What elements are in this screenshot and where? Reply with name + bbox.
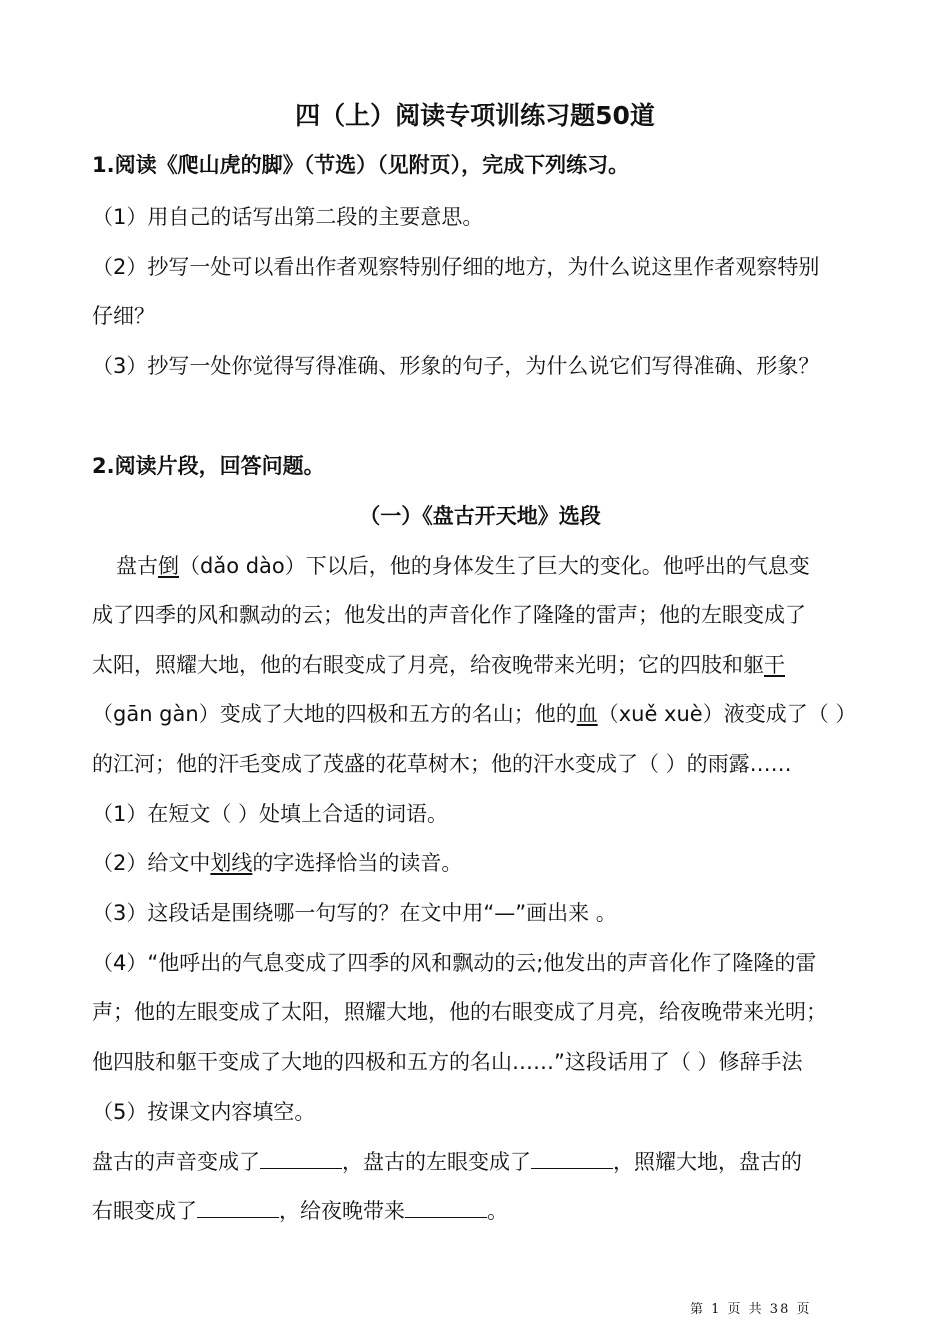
passage-subtitle: （一）《盘古开天地》选段 <box>359 504 601 528</box>
page-footer: 第 1 页 共 38 页 <box>690 1302 812 1317</box>
question-2-item-2 <box>92 849 862 877</box>
fill-text: ，给夜晚带来 <box>279 1199 405 1223</box>
item-text: 的字选择恰当的读音。 <box>252 851 463 875</box>
passage-line-4 <box>92 700 862 728</box>
passage-text: （dǎo dào）下以后，他的身体发生了巨大的变化。他呼出的气息变 <box>179 554 810 578</box>
question-2-item-1: （1）在短文（ ）处填上合适的词语。 <box>92 802 449 826</box>
answer-blank[interactable] <box>405 1197 487 1218</box>
passage-text: （xuě xuè）液变成了（ ） <box>597 702 857 726</box>
question-2-item-4a: （4）“他呼出的气息变成了四季的风和飘动的云;他发出的声音化作了隆隆的雷 <box>92 951 817 975</box>
fill-blank-line-1 <box>92 1148 862 1176</box>
question-2-item-5: （5）按课文内容填空。 <box>92 1100 316 1124</box>
question-2-item-4c: 他四肢和躯干变成了大地的四极和五方的名山……”这段话用了（ ）修辞手法 <box>92 1050 803 1074</box>
underlined-char: 血 <box>576 702 598 726</box>
answer-blank[interactable] <box>531 1148 613 1169</box>
passage-text: 太阳，照耀大地，他的右眼变成了月亮，给夜晚带来光明；它的四肢和躯 <box>92 653 764 677</box>
fill-text: 。 <box>487 1199 508 1223</box>
fill-text: ，照耀大地，盘古的 <box>613 1150 802 1174</box>
question-1-item-2b: 仔细？ <box>92 304 155 328</box>
fill-text: ，盘古的左眼变成了 <box>342 1150 531 1174</box>
answer-blank[interactable] <box>260 1148 342 1169</box>
passage-text: （gān gàn）变成了大地的四极和五方的名山；他的 <box>92 702 577 726</box>
underlined-char: 干 <box>764 653 785 677</box>
item-text: （2）给文中 <box>92 851 211 875</box>
passage-line-1 <box>92 552 886 580</box>
question-2-item-4b: 声；他的左眼变成了太阳，照耀大地，他的右眼变成了月亮，给夜晚带来光明； <box>92 1000 827 1024</box>
question-1-item-3: （3）抄写一处你觉得写得准确、形象的句子，为什么说它们写得准确、形象？ <box>92 354 820 378</box>
passage-line-5: 的江河；他的汗毛变成了茂盛的花草树木；他的汗水变成了（ ）的雨露…… <box>92 752 792 776</box>
question-1-item-2a: （2）抄写一处可以看出作者观察特别仔细的地方，为什么说这里作者观察特别 <box>92 255 820 279</box>
passage-line-2: 成了四季的风和飘动的云；他发出的声音化作了隆隆的雷声；他的左眼变成了 <box>92 603 806 627</box>
underlined-word: 划线 <box>210 851 253 875</box>
question-1-heading: 1.阅读《爬山虎的脚》（节选）（见附页），完成下列练习。 <box>92 153 630 177</box>
question-1-item-1: （1）用自己的话写出第二段的主要意思。 <box>92 205 484 229</box>
passage-line-3 <box>92 651 862 679</box>
passage-text: 盘古 <box>116 554 158 578</box>
question-2-heading: 2.阅读片段，回答问题。 <box>92 454 325 478</box>
answer-blank[interactable] <box>197 1197 279 1218</box>
page-title: 四（上）阅读专项训练习题50道 <box>295 101 655 130</box>
fill-text: 右眼变成了 <box>92 1199 197 1223</box>
underlined-char: 倒 <box>158 554 179 578</box>
fill-blank-line-2 <box>92 1197 862 1225</box>
question-2-item-3: （3）这段话是围绕哪一句写的？在文中用“—”画出来 。 <box>92 901 617 925</box>
fill-text: 盘古的声音变成了 <box>92 1150 260 1174</box>
